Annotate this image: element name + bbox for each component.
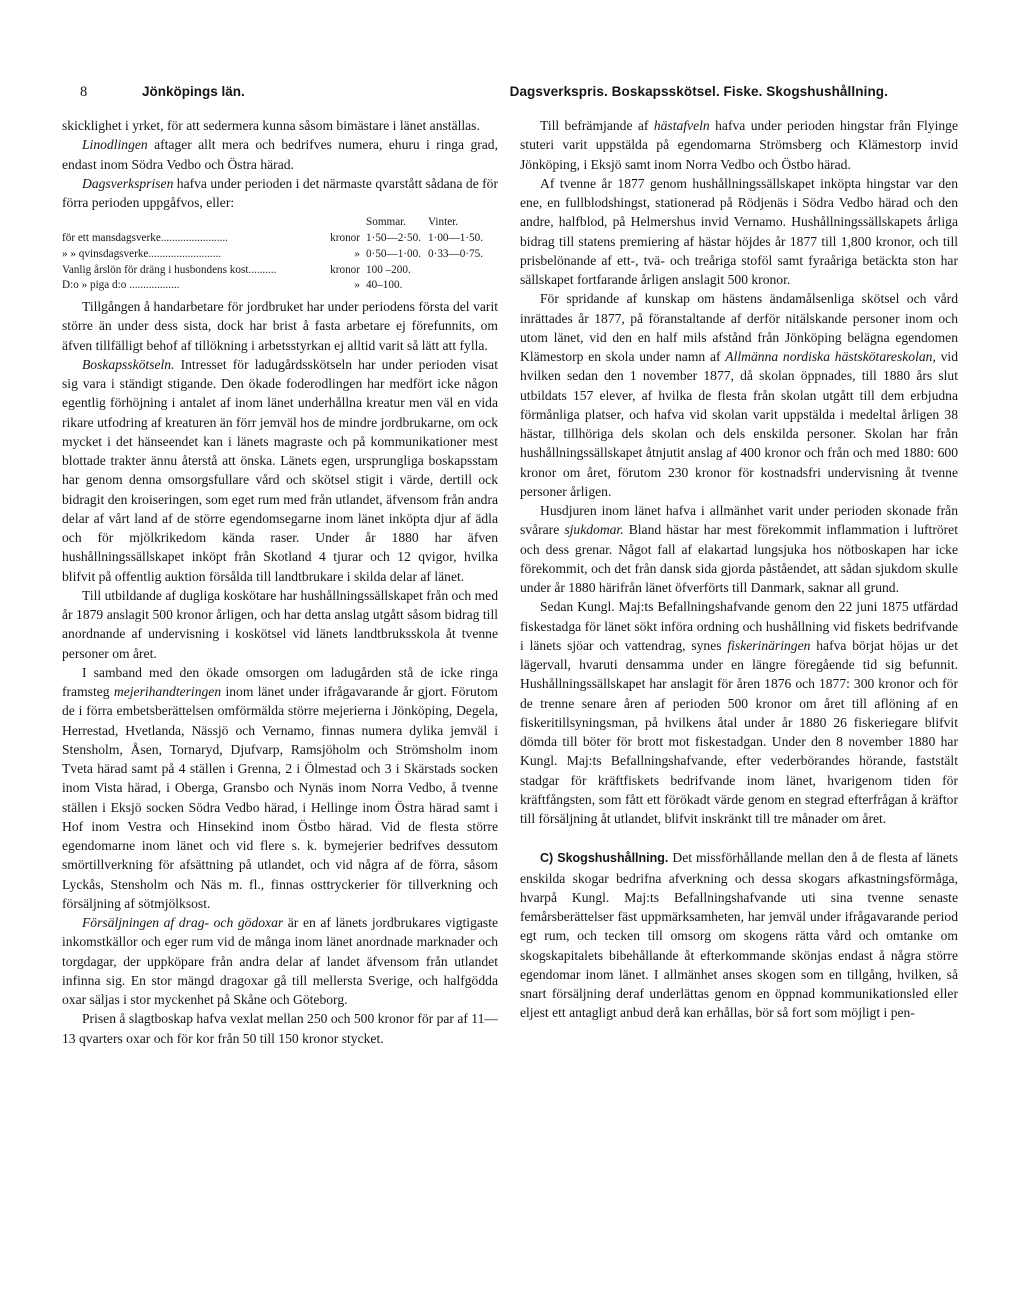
term-boskapsskotseln: Boskapsskötseln. bbox=[82, 356, 175, 372]
wages-row-winter: 0·33—0·75. bbox=[428, 247, 483, 260]
paragraph-hastskotareskolan bbox=[520, 289, 958, 501]
header-right-title: Dagsverkspris. Boskapsskötsel. Fiske. Skogshushållning. bbox=[509, 84, 888, 99]
term-dagsverksprisen: Dagsverksprisen bbox=[82, 175, 174, 191]
paragraph-prisen: Prisen å slagtboskap hafva vexlat mellan 250 och 500 kronor för par af 11—13 qvarters oxar och för kor från 50 till 150 kronor stycket. bbox=[62, 1011, 498, 1046]
paragraph-text: Till befrämjande af bbox=[540, 118, 654, 133]
wages-row-winter bbox=[428, 263, 498, 279]
term-hastskotareskolan: Allmänna nordiska hästskötareskolan bbox=[725, 349, 933, 364]
paragraph-linodlingen bbox=[62, 135, 498, 174]
wages-row-label: D:o » piga d:o .................. bbox=[62, 279, 180, 292]
wages-row-winter bbox=[428, 278, 498, 294]
wages-header-unit-blank bbox=[292, 215, 366, 231]
paragraph-text: Intresset för ladugårdsskötseln har under perioden visat sig vara i ständigt stigande. Den ökade foderodlingen har medfört icke någon egentlig förhöjning i antalet af inom länet underhållna kreatur men väl en vida rikare utfodring af kreaturen än förr jemväl hos de mindre jordbrukarne, om ock mycket i det hänseendet kan i länets magraste och på kommunikationer mest blottade trakter ännu återstå att önska. Länets egen, ursprungliga boskapsstam har genom denna omsorgsfullare vård och skötsel stigit i värde, dertill ock bidragit den kroiseringen, som eget rum med från utlandet, äfvensom från andra delar af vårt land af de större egendomsegarne inom länet inköpta djur af ädla och för mjölkrikedom kända raser. Under år 1880 har äfven hushållningssällskapet inköpt från Skotland 4 tjurar och 12 qvigor, hvilka blifvit på offentlig auktion försålda till landtbrukare i skilda delar af länet. bbox=[62, 356, 498, 584]
term-linodlingen: Linodlingen bbox=[82, 137, 148, 153]
wages-row-unit: kronor bbox=[330, 232, 360, 245]
paragraph-text: aftager allt mera och bedrifves numera, ehuru i ringa grad, endast inom Södra Vedbo och Östra härad. bbox=[62, 137, 498, 172]
wages-row bbox=[62, 263, 498, 279]
term-mejerihandteringen: mejerihandteringen bbox=[113, 684, 222, 700]
wages-row bbox=[62, 247, 498, 263]
wages-row-winter: 1·00—1·50. bbox=[428, 232, 483, 245]
wages-row bbox=[62, 278, 498, 294]
wages-row-summer: 100 –200. bbox=[366, 263, 411, 276]
paragraph-tillgangen: Tillgången å handarbetare för jordbruket har under periodens första del varit större än under dess sista, dock har brist å fasta arbetare ej förefunnits, om äfven tillfälligt behof af tillökning i arbetsstyrkan ej alltid varit så lätt att fylla. bbox=[62, 299, 498, 353]
term-sjukdomar: sjukdomar. bbox=[564, 522, 624, 538]
wages-header-row bbox=[62, 215, 498, 231]
paragraph-text: hafva under perioden i det närmaste qvarstått sådana de för förra perioden uppgåfvos, eller: bbox=[62, 175, 498, 210]
paragraph-mejerihandtering bbox=[62, 663, 498, 913]
right-column bbox=[520, 116, 958, 1286]
paragraph-text: För spridande af kunskap om hästens ändamålsenliga skötsel och vård inrättades år 1877, på föranstaltande af derför nitälskande personer inom och utom länet, vid den en half mils afstånd från Jönköping belägna egendomen Klämestorp en skola under namn af bbox=[520, 291, 958, 364]
paragraph-text: Sedan Kungl. Maj:ts Befallningshafvande genom den 22 juni 1875 utfärdad fiskestadga för länet sökt införa ordning och hushållning vid fiskets bedrifvande i länets sjöar och vattendrag, synes bbox=[520, 599, 958, 653]
paragraph-text: inom länet under ifrågavarande år gjort. Förutom de i förra embetsberättelsen omförmälda större mejerierna i Jönköping, Degela, Herrestad, Hvetlanda, Nässjö och Vernamo, finnas numera dylika jemväl i Stensholm, Åsen, Tornaryd, Djufvarp, Ramsjöholm och Strömsholm inom Tveta härad samt på 4 ställen i Grenna, 2 i Ölmestad och 3 i Skärstads socken inom Vista härad, i Oberga, Gransbo och Nynäs inom Norra Vedbo, å tvenne ställen i Eksjö socken Södra Vedbo härad, i Hellinge inom Östra härad samt i Hof inom Vestra och Hinsekind inom Östbo härad. Vid de flesta större egendomarne inom länet och vid flere s. k. bymejerier bedrifves dessutom smörtillverkning för afsättning på utlandet, och vid några af de förra, såsom Lyckås, Stensholm och Näs m. fl., finnas osttryckerier för tillverkning och försäljning af sötmjölksost. bbox=[62, 684, 498, 911]
paragraph-text: I samband med den ökade omsorgen om ladugården stå de icke ringa framsteg bbox=[62, 664, 498, 700]
wages-row-summer: 1·50—2·50. bbox=[366, 232, 421, 245]
wages-header-blank bbox=[62, 215, 292, 231]
left-column bbox=[62, 116, 498, 1286]
header-left-title: Jönköpings län. bbox=[142, 84, 245, 99]
wages-row-summer: 0·50—1·00. bbox=[366, 247, 421, 260]
page-number: 8 bbox=[80, 84, 88, 100]
wages-table bbox=[62, 215, 498, 294]
term-forsaljningen: Försäljningen af drag- och gödoxar bbox=[82, 915, 284, 931]
paragraph-hastafveln bbox=[520, 116, 958, 174]
paragraph-forsaljningen bbox=[62, 913, 498, 1009]
paragraph-text: Det missförhållande mellan den å de flesta af länets enskilda skogar bedrifna afverkning och dessa skogars afkastningsförmåga, hvarpå Kungl. Maj:ts Befallningshafvande uti sina tvenne senaste femårsberättelser fäst uppmärksamheten, har jemväl under ifrågavarande period egt rum, och tecken till omsorg om skogens rätta vård och omtanke om skogskapitalets bibehållande åt efterkommande skönjas endast å några större egendomar inom länet. I allmänhet anses skogen som en tillgång, hvilken, så snart försäljning deraf underlättas genom en öppnad kommunikationsled eller eljest ett antagligt anbud derå kan erhållas, bör så fort som möjligt i pen- bbox=[520, 850, 958, 1021]
wages-row-unit: kronor bbox=[330, 263, 360, 276]
paragraph-text: hafva under perioden hingstar från Flyinge stuteri varit uppstälda på egendomarna Strömsberg och Klämestorp invid Jönköping, i Eksjö samt inom Norra Vedbo och Östbo härad. bbox=[520, 118, 958, 172]
paragraph-fiskerinaringen bbox=[520, 597, 958, 828]
paragraph-text: Husdjuren inom länet hafva i allmänhet varit under perioden skonade från svårare bbox=[520, 503, 958, 538]
wages-row-summer: 40–100. bbox=[366, 279, 403, 292]
section-heading-skogshushallning: C) Skogshushållning. bbox=[540, 851, 669, 866]
paragraph-dagsverksprisen bbox=[62, 174, 498, 213]
wages-row-label: » » qvinsdagsverke.......................... bbox=[62, 247, 222, 260]
paragraph-text: hafva börjat höjas ur det lägervall, hvaruti densamma under en längre föregående tid sig befunnit. Hushållningssällskapet har anslagit för åren 1876 och 1877: 300 kronor och för de trenne senare åren af perioden 500 kronor om året till aflöning af en fiskeritillsyningsman, på hvilkens åtal under år 1880 26 fiskeriegare blifvit dömda till böter för brott mot fiskestadgan. Under den 8 november 1880 har Kungl. Maj:ts Befallningshafvande, efter vederbörandes hörande, faststält stadgar för kräftfiskets bedrifvande inom länet, hvarigenom tiden för kräftfångsten, som fått ett förökadt värde genom en stegrad efterfrågan å kräftor till försäljning åt utlandet, blifvit inskränkt till tre månader om året. bbox=[520, 637, 958, 826]
wages-row bbox=[62, 231, 498, 247]
wages-row-unit: » bbox=[354, 279, 360, 292]
term-hastafveln: hästafveln bbox=[653, 118, 710, 133]
wages-header-summer: Sommar. bbox=[366, 216, 407, 229]
term-fiskerinaringen: fiskerinäringen bbox=[727, 637, 811, 653]
wages-row-unit: » bbox=[354, 247, 360, 260]
wages-header-winter: Vinter. bbox=[428, 216, 459, 229]
wages-row-label: Vanlig årslön för dräng i husbondens kost.......... bbox=[62, 263, 277, 276]
paragraph-sjukdomar bbox=[520, 501, 958, 597]
running-header bbox=[80, 84, 888, 106]
wages-row-label: för ett mansdagsverke........................ bbox=[62, 232, 228, 245]
paragraph-hingstar: Af tvenne år 1877 genom hushållningssällskapet inköpta hingstar var den ene, en fullblodshingst, stationerad på Rödjenäs i Södra Vedbo härad och den andre, halfblod, på Helmershus invid Vernamo. Hushållningssällskapets årliga bidrag till statens premiering af hästar höjdes år 1877 till 1,800 kronor, och till prisbelönande af ett-, tvä- och treåriga stoföl samt fyraåriga betäckta ston har sällskapet fortfarande årligen anslagit 500 kronor. bbox=[520, 175, 958, 287]
paragraph-skicklighet: skicklighet i yrket, för att sedermera kunna såsom bimästare i länet anställas. bbox=[62, 118, 480, 133]
paragraph-skogshushallning bbox=[520, 848, 958, 1022]
paragraph-koskotare: Till utbildande af dugliga koskötare har hushållningssällskapet från och med år 1879 anslagit 500 kronor årligen, och har detta anslag utgått såsom bidrag till anordnande af undervisning i koskötsel vid länets landtbruksskola åt tvenne personer om året. bbox=[62, 587, 498, 661]
paragraph-text: , vid hvilken sedan den 1 november 1877, då skolan öppnades, till 1880 års slut utbildats 157 elever, af hvilka de flesta från skolan utgått till dem erbjudna förmånliga platser, och hafva vid skolan varit uppstälda i medeltal årligen 38 hästar, tillhöriga dels skolan och dels enskilda personer. Skolan har från hushållningssällskapet åtnjutit anslag af 400 kronor och från och med 1880: 600 kronor om året, förutom 230 kronor för kostnadsfri undervisning åt tvenne personer årligen. bbox=[520, 349, 958, 499]
paragraph-text: är en af länets jordbrukares vigtigaste inkomstkällor och eger rum vid de många inom länet anordnade marknader och torgdagar, der uppköpare från andra delar af landet äfvensom från utlandet infinna sig. En stor mängd dragoxar gå till mellersta Sverige, och halfgödda oxar säljas i stor myckenhet på Skåne och Göteborg. bbox=[62, 915, 498, 1008]
paragraph-text: Bland hästar har mest förekommit inflammation i luftröret och dess grenar. Något fall af elakartad lungsjuka hos nötboskapen har icke förekommit, och det från dansk sida gjorda påståendet, att sådan sjukdom skulle under år 1880 härifrån länet öfverförts till Danmark, saknar all grund. bbox=[520, 522, 958, 595]
paragraph-boskapsskotseln bbox=[62, 355, 498, 586]
